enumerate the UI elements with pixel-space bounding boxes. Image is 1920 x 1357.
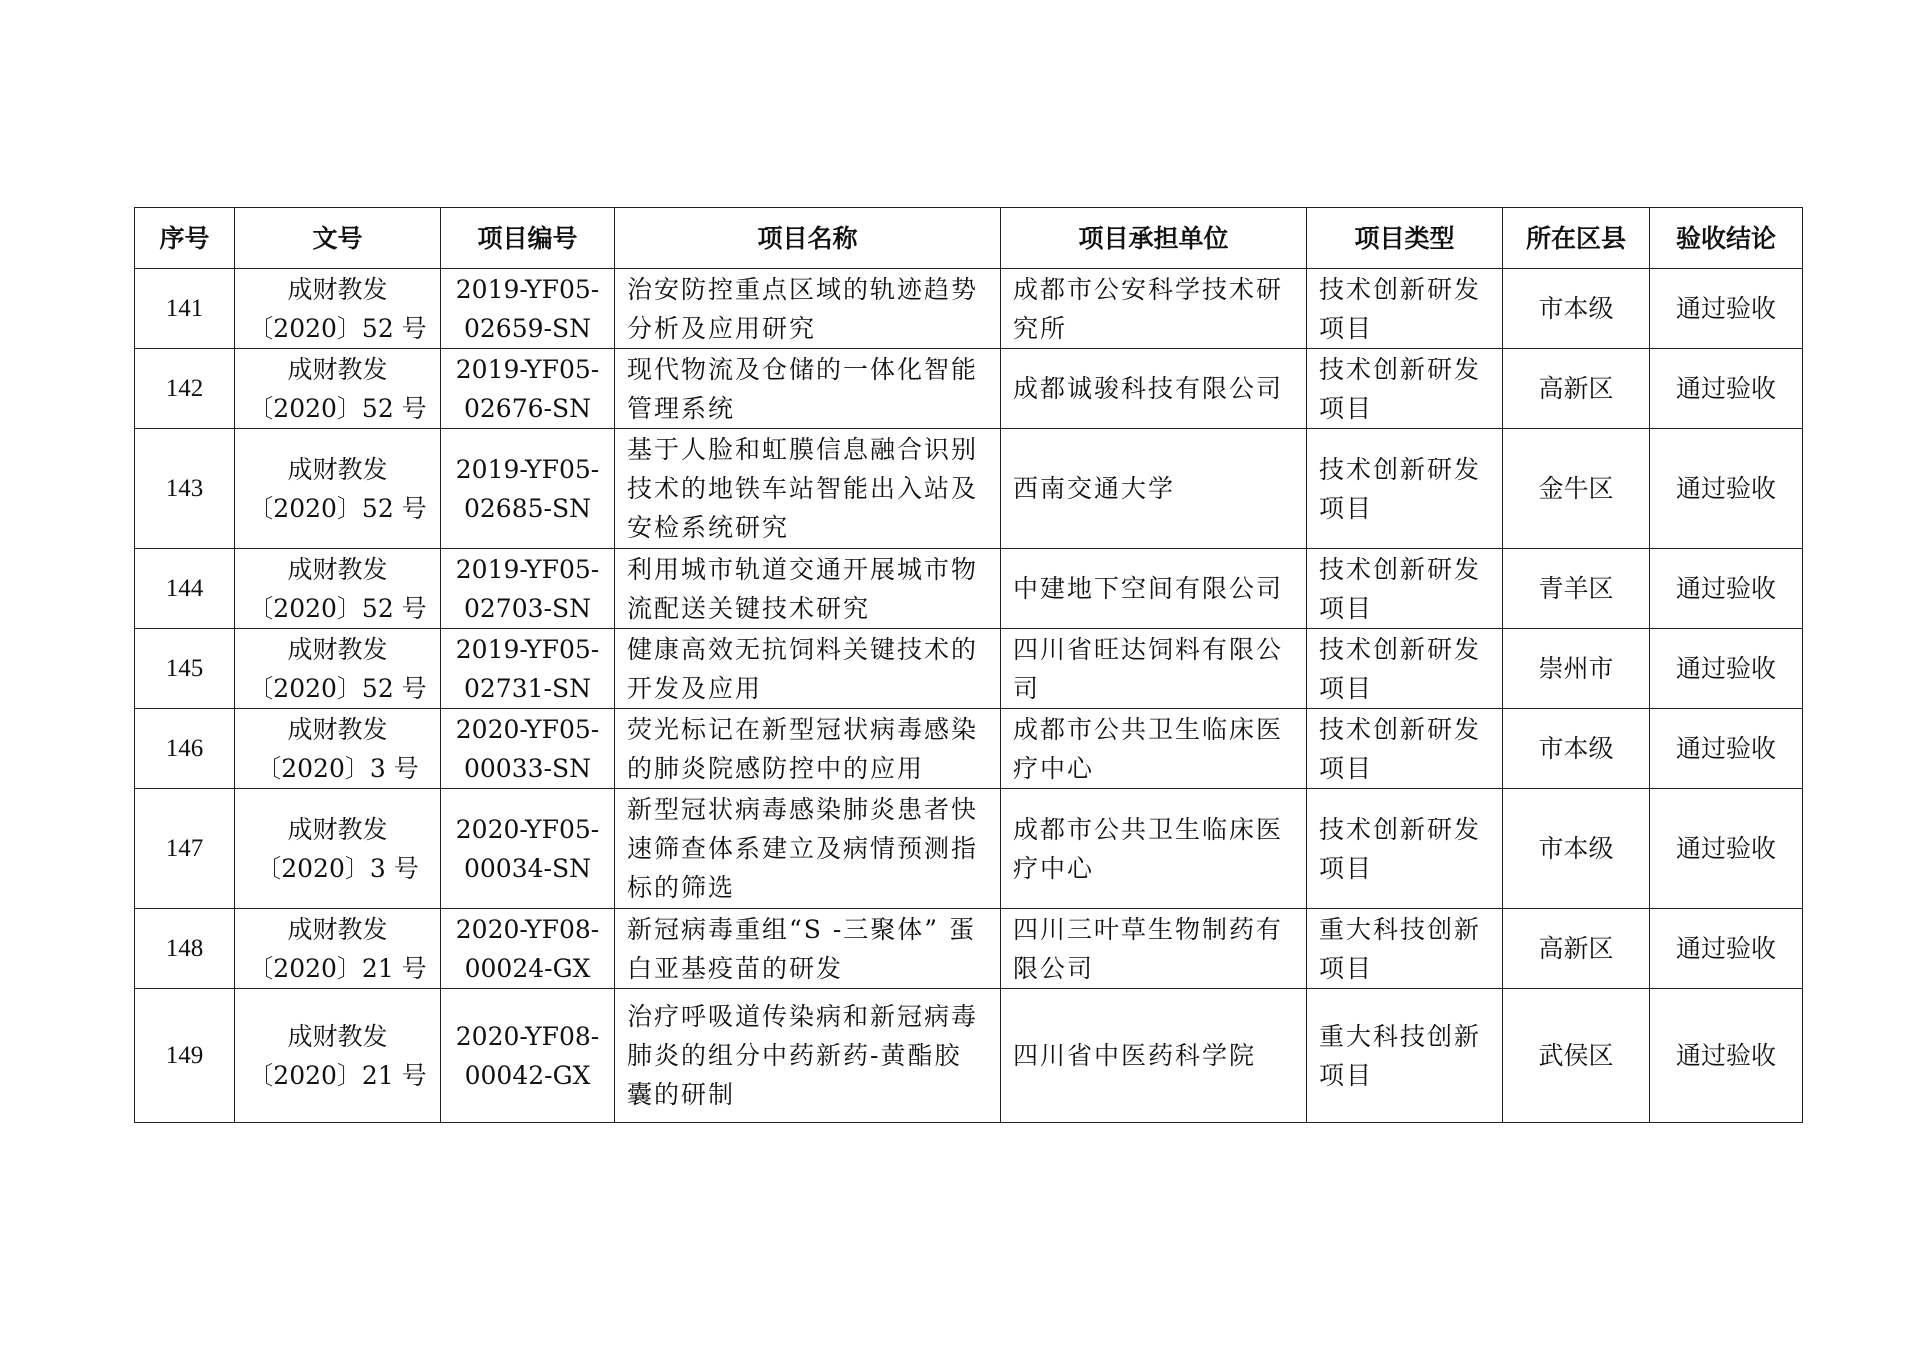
cell-result: 通过验收 <box>1650 909 1803 989</box>
cell-district: 崇州市 <box>1503 629 1650 709</box>
cell-project-code <box>441 429 615 549</box>
cell-unit-line: 中建地下空间有限公司 <box>1013 574 1284 603</box>
cell-doc-number-line: 〔2020〕52 号 <box>248 493 427 523</box>
cell-project-name-line: 新型冠状病毒感染肺炎患者快 <box>627 795 979 824</box>
cell-project-name <box>615 629 1001 709</box>
cell-unit-line: 究所 <box>1013 313 1068 343</box>
acceptance-table <box>134 207 1803 1123</box>
cell-project-name-line: 标的筛选 <box>627 873 736 902</box>
table-row <box>135 789 1803 909</box>
cell-project-code-line: 2020-YF08- <box>455 1021 600 1051</box>
cell-unit <box>1001 789 1307 909</box>
cell-project-type <box>1307 269 1503 349</box>
cell-unit-line: 成都市公安科学技术研 <box>1013 274 1284 304</box>
cell-project-code-line: 00034-SN <box>464 853 591 883</box>
cell-unit-line: 四川省中医药科学院 <box>1013 1041 1257 1070</box>
cell-project-type-line: 项目 <box>1319 673 1374 703</box>
cell-project-type <box>1307 989 1503 1123</box>
cell-project-code <box>441 709 615 789</box>
table-row <box>135 549 1803 629</box>
cell-seq: 146 <box>135 709 235 789</box>
cell-project-type-line: 技术创新研发 <box>1319 714 1482 744</box>
cell-doc-number-line: 〔2020〕52 号 <box>248 393 427 423</box>
cell-project-name-line: 的肺炎院感防控中的应用 <box>627 753 925 783</box>
cell-project-name-line: 白亚基疫苗的研发 <box>627 953 844 983</box>
cell-project-type-line: 项目 <box>1319 313 1374 343</box>
cell-district: 金牛区 <box>1503 429 1650 549</box>
cell-project-code <box>441 909 615 989</box>
cell-doc-number <box>235 709 441 789</box>
cell-seq: 142 <box>135 349 235 429</box>
cell-unit-line: 四川省旺达饲料有限公 <box>1013 634 1284 664</box>
cell-project-name-line: 新冠病毒重组“S -三聚体” 蛋 <box>627 914 977 944</box>
cell-project-name-line: 管理系统 <box>627 393 736 423</box>
cell-project-name <box>615 909 1001 989</box>
cell-district: 武侯区 <box>1503 989 1650 1123</box>
cell-project-name-line: 囊的研制 <box>627 1080 736 1109</box>
cell-project-name <box>615 989 1001 1123</box>
cell-project-name-line: 流配送关键技术研究 <box>627 593 871 623</box>
cell-project-type-line: 项目 <box>1319 1060 1374 1090</box>
cell-project-code-line: 2019-YF05- <box>455 274 600 304</box>
cell-district: 高新区 <box>1503 909 1650 989</box>
cell-project-code-line: 02731-SN <box>464 673 591 703</box>
cell-doc-number <box>235 429 441 549</box>
cell-project-code-line: 02676-SN <box>464 393 591 423</box>
header-project-code: 项目编号 <box>441 208 615 269</box>
cell-project-name-line: 基于人脸和虹膜信息融合识别 <box>627 435 979 464</box>
cell-district: 市本级 <box>1503 709 1650 789</box>
cell-doc-number-line: 成财教发 <box>287 1021 388 1051</box>
cell-project-type <box>1307 549 1503 629</box>
cell-project-code <box>441 989 615 1123</box>
cell-doc-number <box>235 549 441 629</box>
cell-project-name-line: 利用城市轨道交通开展城市物 <box>627 554 979 584</box>
cell-doc-number-line: 成财教发 <box>287 634 388 664</box>
cell-doc-number <box>235 349 441 429</box>
cell-unit-line: 西南交通大学 <box>1013 474 1176 503</box>
table-row <box>135 909 1803 989</box>
cell-project-code-line: 02685-SN <box>464 493 591 523</box>
cell-project-code-line: 00024-GX <box>464 953 591 983</box>
cell-project-name-line: 肺炎的组分中药新药-黄酯胶 <box>627 1041 962 1070</box>
cell-doc-number-line: 〔2020〕21 号 <box>248 1060 427 1090</box>
cell-project-code-line: 2020-YF08- <box>455 914 600 944</box>
cell-project-code-line: 00033-SN <box>464 753 591 783</box>
cell-project-type-line: 重大科技创新 <box>1319 914 1482 944</box>
cell-doc-number-line: 成财教发 <box>287 554 388 584</box>
cell-unit-line: 疗中心 <box>1013 853 1095 883</box>
cell-doc-number-line: 〔2020〕21 号 <box>248 953 427 983</box>
cell-unit <box>1001 269 1307 349</box>
cell-seq: 148 <box>135 909 235 989</box>
cell-result: 通过验收 <box>1650 629 1803 709</box>
cell-project-type-line: 重大科技创新 <box>1319 1021 1482 1051</box>
cell-project-code <box>441 629 615 709</box>
cell-unit <box>1001 429 1307 549</box>
cell-project-code-line: 2019-YF05- <box>455 454 600 484</box>
cell-project-code-line: 2020-YF05- <box>455 814 600 844</box>
cell-project-name-line: 荧光标记在新型冠状病毒感染 <box>627 714 979 744</box>
header-row <box>135 208 1803 269</box>
cell-project-code-line: 00042-GX <box>464 1060 591 1090</box>
cell-project-code-line: 02703-SN <box>464 593 591 623</box>
cell-unit <box>1001 349 1307 429</box>
cell-project-name-line: 治安防控重点区域的轨迹趋势 <box>627 274 979 304</box>
cell-unit-line: 成都市公共卫生临床医 <box>1013 814 1284 844</box>
cell-project-type-line: 技术创新研发 <box>1319 814 1482 844</box>
cell-result: 通过验收 <box>1650 349 1803 429</box>
cell-doc-number-line: 〔2020〕3 号 <box>256 753 419 783</box>
cell-project-type-line: 技术创新研发 <box>1319 454 1482 484</box>
cell-project-name <box>615 549 1001 629</box>
cell-unit <box>1001 709 1307 789</box>
cell-doc-number <box>235 989 441 1123</box>
cell-seq: 147 <box>135 789 235 909</box>
cell-seq: 144 <box>135 549 235 629</box>
cell-project-name <box>615 269 1001 349</box>
cell-result: 通过验收 <box>1650 989 1803 1123</box>
cell-project-type-line: 技术创新研发 <box>1319 554 1482 584</box>
cell-doc-number-line: 〔2020〕3 号 <box>256 853 419 883</box>
cell-result: 通过验收 <box>1650 789 1803 909</box>
cell-unit <box>1001 989 1307 1123</box>
cell-project-name-line: 分析及应用研究 <box>627 313 817 343</box>
cell-doc-number <box>235 789 441 909</box>
cell-seq: 141 <box>135 269 235 349</box>
cell-project-name-line: 安检系统研究 <box>627 513 790 542</box>
cell-project-name-line: 治疗呼吸道传染病和新冠病毒 <box>627 1002 979 1031</box>
cell-unit-line: 疗中心 <box>1013 753 1095 783</box>
header-district: 所在区县 <box>1503 208 1650 269</box>
table-row <box>135 989 1803 1123</box>
cell-project-name-line: 健康高效无抗饲料关键技术的 <box>627 634 979 664</box>
header-seq: 序号 <box>135 208 235 269</box>
cell-project-code <box>441 789 615 909</box>
cell-doc-number-line: 成财教发 <box>287 714 388 744</box>
table-row <box>135 709 1803 789</box>
cell-project-type-line: 技术创新研发 <box>1319 354 1482 384</box>
cell-district: 市本级 <box>1503 789 1650 909</box>
cell-project-type-line: 技术创新研发 <box>1319 274 1482 304</box>
cell-project-code-line: 2019-YF05- <box>455 354 600 384</box>
cell-project-name-line: 速筛查体系建立及病情预测指 <box>627 834 979 863</box>
cell-project-code-line: 2019-YF05- <box>455 554 600 584</box>
cell-doc-number <box>235 909 441 989</box>
cell-district: 高新区 <box>1503 349 1650 429</box>
cell-doc-number-line: 成财教发 <box>287 914 388 944</box>
cell-project-type-line: 技术创新研发 <box>1319 634 1482 664</box>
cell-unit-line: 司 <box>1013 673 1041 703</box>
table-row <box>135 429 1803 549</box>
cell-doc-number <box>235 629 441 709</box>
cell-project-type-line: 项目 <box>1319 753 1374 783</box>
table-row <box>135 269 1803 349</box>
header-doc-number: 文号 <box>235 208 441 269</box>
cell-project-name <box>615 349 1001 429</box>
table-row <box>135 349 1803 429</box>
cell-project-code-line: 2020-YF05- <box>455 714 600 744</box>
header-unit: 项目承担单位 <box>1001 208 1307 269</box>
cell-result: 通过验收 <box>1650 269 1803 349</box>
cell-project-type-line: 项目 <box>1319 953 1374 983</box>
cell-result: 通过验收 <box>1650 709 1803 789</box>
cell-doc-number-line: 成财教发 <box>287 354 388 384</box>
cell-project-name-line: 现代物流及仓储的一体化智能 <box>627 354 979 384</box>
cell-project-name <box>615 429 1001 549</box>
cell-project-code <box>441 349 615 429</box>
cell-project-type-line: 项目 <box>1319 393 1374 423</box>
cell-project-name <box>615 789 1001 909</box>
cell-doc-number-line: 〔2020〕52 号 <box>248 673 427 703</box>
cell-project-code-line: 2019-YF05- <box>455 634 600 664</box>
cell-project-name-line: 开发及应用 <box>627 673 763 703</box>
cell-doc-number-line: 成财教发 <box>287 274 388 304</box>
cell-project-code <box>441 269 615 349</box>
cell-result: 通过验收 <box>1650 429 1803 549</box>
cell-doc-number-line: 成财教发 <box>287 814 388 844</box>
cell-seq: 143 <box>135 429 235 549</box>
cell-doc-number <box>235 269 441 349</box>
cell-unit <box>1001 549 1307 629</box>
cell-project-type <box>1307 909 1503 989</box>
cell-project-type <box>1307 429 1503 549</box>
cell-doc-number-line: 成财教发 <box>287 454 388 484</box>
cell-project-type <box>1307 629 1503 709</box>
cell-unit-line: 限公司 <box>1013 953 1095 983</box>
header-result: 验收结论 <box>1650 208 1803 269</box>
cell-district: 市本级 <box>1503 269 1650 349</box>
cell-project-type-line: 项目 <box>1319 853 1374 883</box>
header-project-name: 项目名称 <box>615 208 1001 269</box>
cell-unit-line: 四川三叶草生物制药有 <box>1013 914 1284 944</box>
header-project-type: 项目类型 <box>1307 208 1503 269</box>
cell-project-code-line: 02659-SN <box>464 313 591 343</box>
cell-project-type-line: 项目 <box>1319 493 1374 523</box>
table-row <box>135 629 1803 709</box>
cell-project-type <box>1307 349 1503 429</box>
cell-project-name <box>615 709 1001 789</box>
cell-seq: 145 <box>135 629 235 709</box>
cell-project-code <box>441 549 615 629</box>
cell-doc-number-line: 〔2020〕52 号 <box>248 593 427 623</box>
cell-unit-line: 成都市公共卫生临床医 <box>1013 714 1284 744</box>
cell-doc-number-line: 〔2020〕52 号 <box>248 313 427 343</box>
cell-project-type <box>1307 789 1503 909</box>
cell-project-type-line: 项目 <box>1319 593 1374 623</box>
cell-unit <box>1001 629 1307 709</box>
cell-result: 通过验收 <box>1650 549 1803 629</box>
cell-unit-line: 成都诚骏科技有限公司 <box>1013 374 1284 403</box>
cell-district: 青羊区 <box>1503 549 1650 629</box>
cell-seq: 149 <box>135 989 235 1123</box>
cell-project-name-line: 技术的地铁车站智能出入站及 <box>627 474 979 503</box>
cell-unit <box>1001 909 1307 989</box>
cell-project-type <box>1307 709 1503 789</box>
